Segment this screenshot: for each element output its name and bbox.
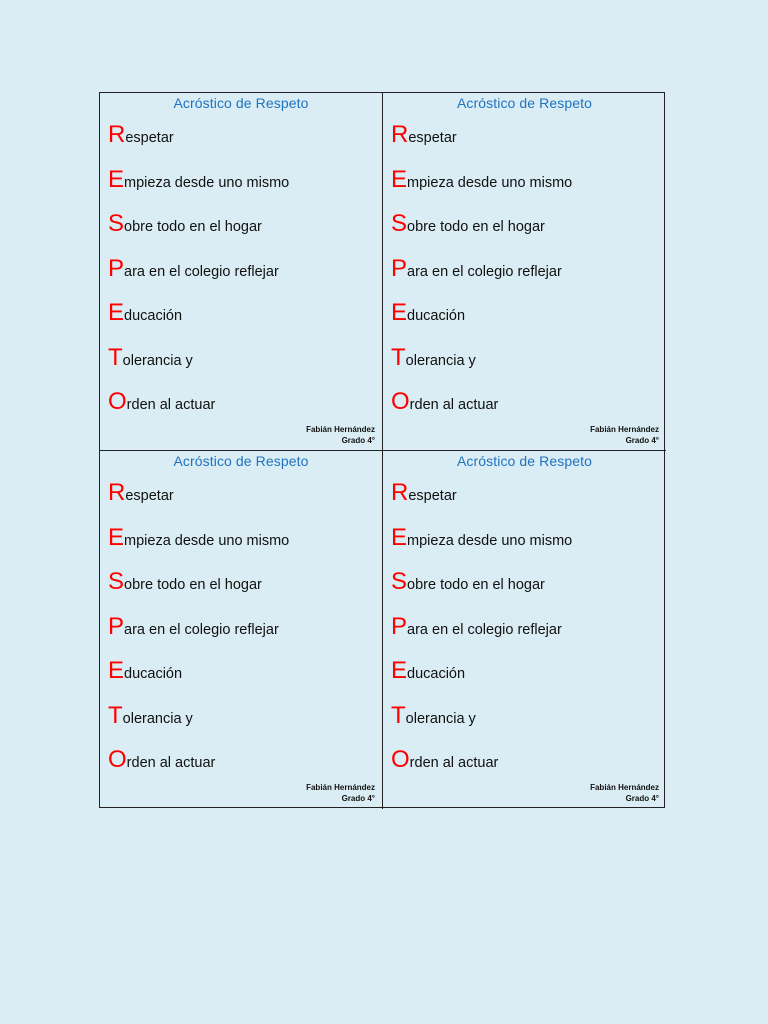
line-text: espetar: [125, 488, 174, 504]
acrostic-line: [391, 701, 662, 749]
line-initial: P: [391, 254, 408, 282]
acrostic-line: [108, 301, 378, 346]
acrostic-card: [383, 93, 666, 451]
line-initial: S: [108, 210, 125, 237]
card-title: Acróstico de Respeto: [173, 453, 309, 469]
line-initial: R: [108, 121, 126, 148]
line-initial: O: [391, 746, 410, 773]
card-title: Acróstico de Respeto: [173, 95, 309, 111]
line-initial: S: [391, 210, 408, 237]
grade-label: Grado 4°: [625, 794, 659, 803]
acrostic-line: [108, 123, 378, 168]
line-text: ara en el colegio reflejar: [124, 263, 279, 280]
line-initial: E: [391, 657, 408, 684]
line-text: espetar: [125, 130, 174, 146]
signature: [306, 424, 375, 446]
line-initial: T: [108, 343, 123, 371]
acrostic-line: [108, 612, 378, 660]
line-initial: E: [391, 523, 408, 551]
acrostic-line: [108, 481, 378, 526]
acrostic-line: [391, 165, 662, 213]
acrostic-line: [108, 523, 378, 571]
line-text: olerancia y: [122, 352, 193, 369]
line-text: mpieza desde uno mismo: [407, 174, 573, 191]
acrostic-line: [391, 212, 662, 257]
acrostic-line: [391, 612, 662, 660]
acrostic-line: [391, 481, 662, 526]
line-initial: O: [108, 746, 127, 773]
line-initial: S: [108, 568, 125, 595]
line-text: mpieza desde uno mismo: [124, 174, 290, 191]
line-text: olerancia y: [405, 710, 476, 727]
acrostic-lines: [391, 481, 662, 793]
line-initial: T: [391, 701, 406, 729]
line-text: rden al actuar: [409, 755, 499, 771]
acrostic-line: [391, 570, 662, 615]
line-initial: P: [108, 254, 125, 282]
line-text: olerancia y: [405, 352, 476, 369]
line-text: olerancia y: [122, 710, 193, 727]
line-text: obre todo en el hogar: [407, 577, 545, 593]
line-initial: E: [391, 165, 408, 193]
author-name: Fabián Hernández: [306, 425, 375, 434]
card-title: Acróstico de Respeto: [456, 453, 593, 469]
line-initial: E: [108, 523, 125, 551]
line-text: mpieza desde uno mismo: [407, 532, 573, 549]
acrostic-line: [108, 212, 378, 257]
line-initial: O: [108, 388, 127, 415]
acrostic-line: [391, 301, 662, 346]
line-text: ducación: [124, 308, 183, 324]
acrostic-line: [108, 701, 378, 749]
signature: [590, 782, 659, 804]
line-text: ara en el colegio reflejar: [407, 263, 562, 280]
acrostic-lines: [108, 123, 378, 435]
line-text: ducación: [407, 308, 466, 324]
grade-label: Grado 4°: [625, 436, 659, 445]
line-initial: P: [391, 612, 408, 640]
author-name: Fabián Hernández: [590, 783, 659, 792]
line-text: ara en el colegio reflejar: [407, 621, 562, 638]
acrostic-lines: [391, 123, 662, 435]
line-initial: O: [391, 388, 410, 415]
author-name: Fabián Hernández: [306, 783, 375, 792]
acrostic-lines: [108, 481, 378, 793]
acrostic-line: [108, 165, 378, 213]
acrostic-line: [391, 123, 662, 168]
signature: [590, 424, 659, 446]
line-text: rden al actuar: [409, 397, 499, 413]
acrostic-line: [108, 659, 378, 704]
line-initial: T: [108, 701, 123, 729]
line-text: mpieza desde uno mismo: [124, 532, 290, 549]
line-text: espetar: [408, 130, 457, 146]
line-text: ducación: [124, 666, 183, 682]
line-initial: E: [108, 165, 125, 193]
line-initial: S: [391, 568, 408, 595]
line-text: ara en el colegio reflejar: [124, 621, 279, 638]
acrostic-line: [391, 659, 662, 704]
acrostic-card: [100, 93, 383, 451]
line-text: obre todo en el hogar: [124, 219, 262, 235]
acrostic-sheet: [99, 92, 665, 808]
line-initial: R: [108, 479, 126, 506]
acrostic-line: [391, 254, 662, 302]
acrostic-line: [391, 523, 662, 571]
line-text: rden al actuar: [126, 397, 216, 413]
line-text: espetar: [408, 488, 457, 504]
line-text: obre todo en el hogar: [407, 219, 545, 235]
grade-label: Grado 4°: [341, 794, 375, 803]
acrostic-line: [108, 570, 378, 615]
line-initial: R: [391, 479, 409, 506]
line-text: ducación: [407, 666, 466, 682]
acrostic-card: [383, 451, 666, 809]
line-initial: E: [391, 299, 408, 326]
line-text: obre todo en el hogar: [124, 577, 262, 593]
line-initial: E: [108, 299, 125, 326]
author-name: Fabián Hernández: [590, 425, 659, 434]
signature: [306, 782, 375, 804]
card-title: Acróstico de Respeto: [456, 95, 593, 111]
acrostic-line: [108, 254, 378, 302]
line-initial: E: [108, 657, 125, 684]
line-initial: R: [391, 121, 409, 148]
line-initial: T: [391, 343, 406, 371]
line-initial: P: [108, 612, 125, 640]
line-text: rden al actuar: [126, 755, 216, 771]
grade-label: Grado 4°: [341, 436, 375, 445]
acrostic-line: [108, 343, 378, 391]
acrostic-card: [100, 451, 383, 809]
acrostic-line: [391, 343, 662, 391]
